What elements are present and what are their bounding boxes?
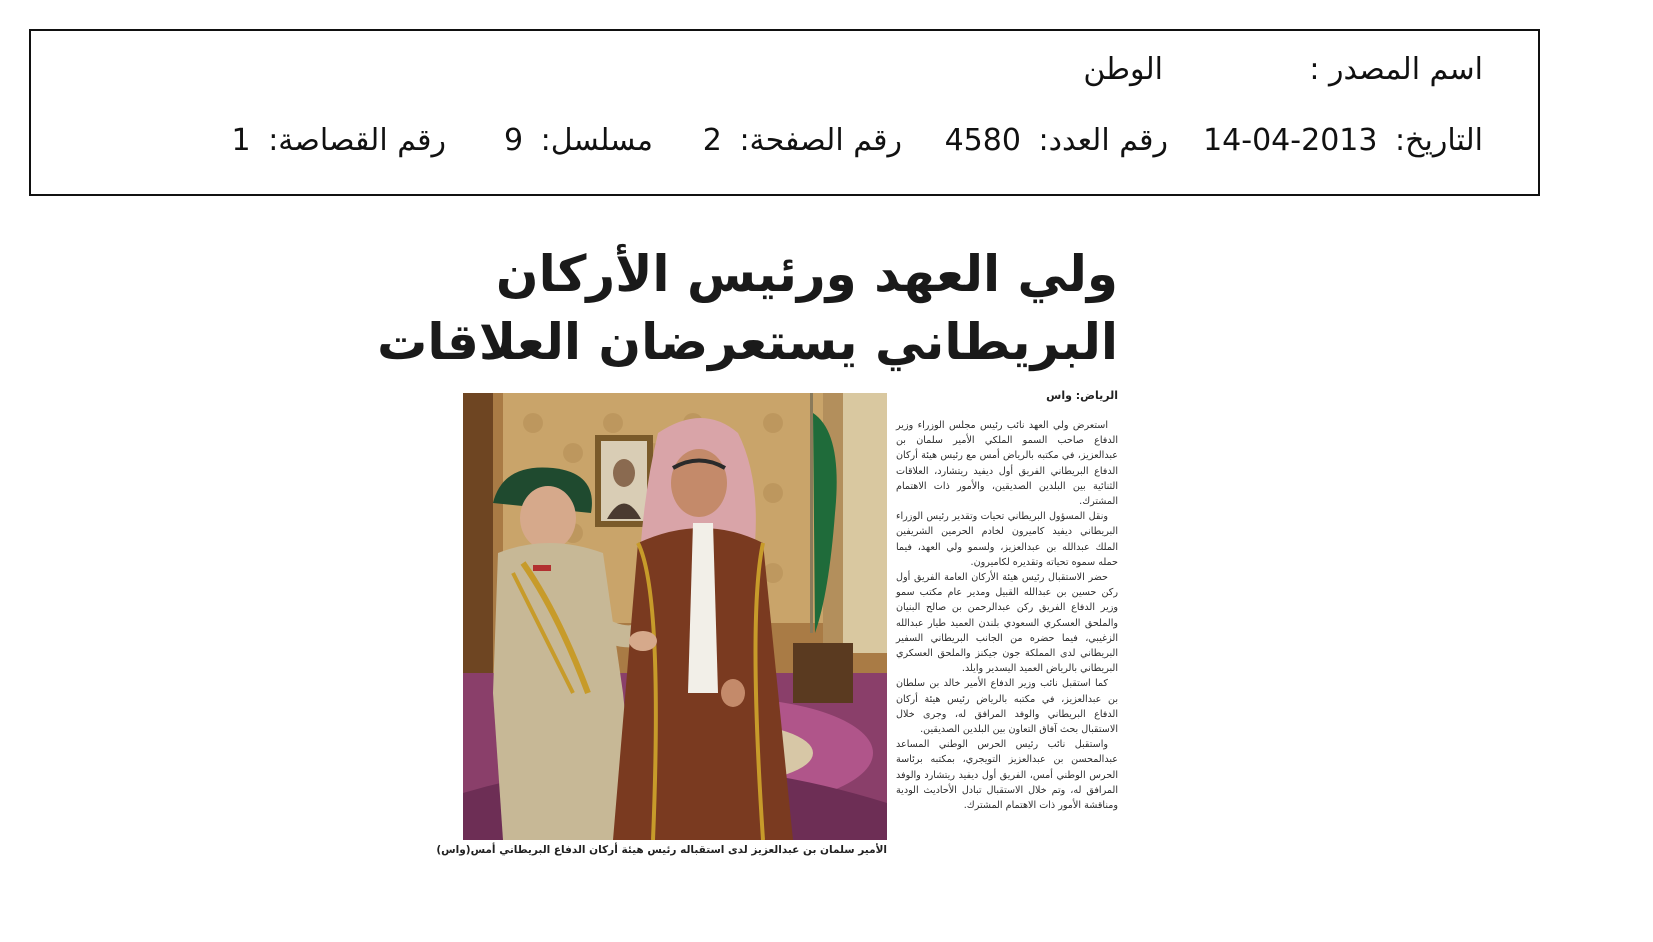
clip-label: رقم القصاصة:: [268, 123, 446, 158]
issue-field: [945, 121, 1168, 161]
article-paragraph: واستقبل نائب رئيس الحرس الوطني المساعد عبدالمحسن بن عبدالعزيز التويجري، بمكتبه برئاسة الحرس الوطني أمس، الفريق أول ديفيد ريتشارد والوفد المرافق له، وتم خلال الاستقبال تبادل الأحاديث الودية ومناقشة الأمور ذات الاهتمام المشترك.: [896, 739, 1118, 812]
photo-caption: [436, 843, 887, 857]
page-value: 2: [702, 123, 722, 158]
serial-value: 9: [504, 123, 524, 158]
clip-value: 1: [231, 123, 251, 158]
photo-caption-text: الأمير سلمان بن عبدالعزيز لدى استقباله رئيس هيئة أركان الدفاع البريطاني أمس: [470, 844, 887, 856]
page-field: [703, 121, 902, 161]
date-value: 2013-04-14: [1203, 123, 1378, 158]
headline-line-1: ولي العهد ورئيس الأركان: [495, 245, 1118, 303]
issue-label: رقم العدد:: [1038, 123, 1168, 158]
clip-field: [232, 121, 446, 161]
article-paragraph: كما استقبل نائب وزير الدفاع الأمير خالد بن سلطان بن عبدالعزيز، في مكتبه بالرياض رئيس هيئة أركان الدفاع البريطاني والوفد المرافق له، وجرى خلال الاستقبال بحث آفاق التعاون بين البلدين الصديقين.: [896, 678, 1118, 736]
source-label: اسم المصدر :: [1309, 52, 1483, 87]
issue-value: 4580: [944, 123, 1021, 158]
page-label: رقم الصفحة:: [739, 123, 902, 158]
article-paragraph: استعرض ولي العهد نائب رئيس مجلس الوزراء وزير الدفاع صاحب السمو الملكي الأمير سلمان بن عبدالعزيز، في مكتبه بالرياض أمس مع رئيس هيئة أركان الدفاع البريطاني الفريق أول ديفيد ريتشارد، العلاقات الثنائية بين البلدين الصديقين، والأمور ذات الاهتمام المشترك.: [896, 420, 1118, 508]
date-label: التاريخ:: [1395, 123, 1483, 158]
article-paragraph: ونقل المسؤول البريطاني تحيات وتقدير رئيس الوزراء البريطاني ديفيد كاميرون لخادم الحرمين الشريفين الملك عبدالله بن عبدالعزيز، ولسمو ولي العهد، فيما حمله سموه تحياته وتقديره لكاميرون.: [896, 511, 1118, 568]
news-photo: [463, 393, 887, 840]
source-value: الوطن: [1083, 52, 1163, 87]
serial-label: مسلسل:: [540, 123, 653, 158]
photo-credit: (واس): [436, 844, 471, 856]
date-field: [1203, 121, 1483, 161]
article-headline: [377, 240, 1118, 376]
headline-line-2: البريطاني يستعرضان العلاقات: [377, 313, 1118, 371]
article-paragraph: حضر الاستقبال رئيس هيئة الأركان العامة الفريق أول ركن حسين بن عبدالله القبيل ومدير عام مكتب سمو وزير الدفاع الفريق ركن عبدالرحمن بن صالح البنيان والملحق العسكري السعودي بلندن العميد طيار عبدالله الزغيبي، فيما حضره من الجانب البريطاني السفير البريطاني لدى المملكة جون جيكنز والملحق العسكري البريطاني بالرياض العميد اليسدير وايلد.: [896, 572, 1118, 675]
source-info-box: [29, 29, 1540, 196]
article-dateline: الرياض: واس: [1046, 389, 1118, 402]
serial-field: [504, 121, 653, 161]
article-body: [896, 418, 1118, 813]
